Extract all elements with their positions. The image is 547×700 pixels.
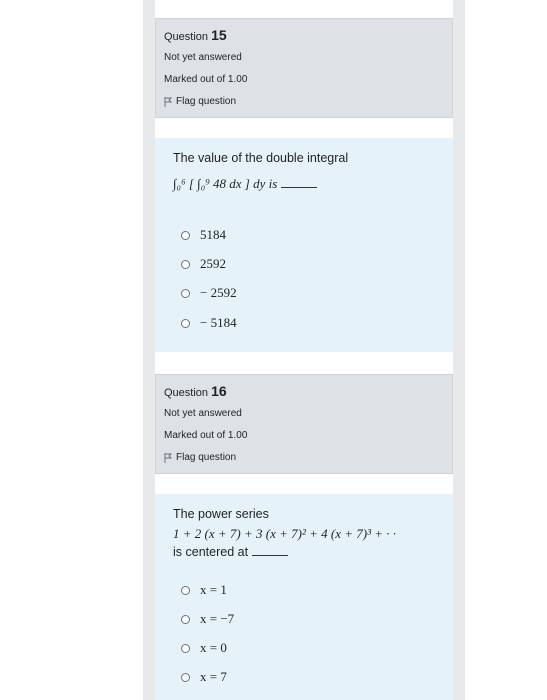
question-text: The value of the double integral: [173, 151, 349, 165]
question-text-continued: is centered at: [173, 545, 288, 559]
option-label: 2592: [200, 256, 226, 271]
question-state: Not yet answered: [164, 52, 242, 63]
flag-question-button[interactable]: [164, 452, 236, 463]
radio-button[interactable]: [181, 231, 190, 240]
flag-icon: [164, 97, 172, 107]
option-label: 5184: [200, 227, 226, 242]
option-label: − 2592: [200, 285, 237, 300]
question-formula: 1 + 2 (x + 7) + 3 (x + 7)² + 4 (x + 7)³ + · ·: [173, 526, 396, 541]
option-row[interactable]: [181, 256, 226, 272]
page-margin-left: [143, 0, 155, 700]
option-label: x = 7: [200, 669, 227, 684]
option-label: x = 1: [200, 582, 227, 597]
option-label: x = 0: [200, 640, 227, 655]
page-margin-right: [453, 0, 465, 700]
flag-question-label: Flag question: [176, 96, 237, 107]
option-row[interactable]: [181, 611, 234, 627]
flag-question-label: Flag question: [176, 452, 237, 463]
option-row[interactable]: [181, 227, 226, 243]
option-row[interactable]: [181, 285, 237, 301]
question-info-15: [155, 18, 453, 118]
radio-button[interactable]: [181, 673, 190, 682]
radio-button[interactable]: [181, 615, 190, 624]
question-state: Not yet answered: [164, 408, 242, 419]
option-label: − 5184: [200, 315, 237, 330]
radio-button[interactable]: [181, 260, 190, 269]
question-mark: Marked out of 1.00: [164, 74, 248, 85]
question-content-16: [155, 494, 453, 700]
question-text: The power series: [173, 507, 269, 521]
question-number: Question 16: [164, 383, 227, 399]
option-row[interactable]: [181, 640, 227, 656]
radio-button[interactable]: [181, 319, 190, 328]
question-mark: Marked out of 1.00: [164, 430, 248, 441]
answer-blank: [252, 555, 288, 556]
radio-button[interactable]: [181, 289, 190, 298]
question-number: Question 15: [164, 27, 227, 43]
radio-button[interactable]: [181, 586, 190, 595]
option-row[interactable]: [181, 669, 227, 685]
option-label: x = −7: [200, 611, 235, 626]
question-content-15: [155, 138, 453, 352]
flag-question-button[interactable]: [164, 96, 236, 107]
question-info-16: [155, 374, 453, 474]
answer-blank: [281, 187, 317, 188]
option-row[interactable]: [181, 582, 227, 598]
question-formula: ∫₀⁶ [ ∫₀⁹ 48 dx ] dy is: [173, 176, 317, 192]
flag-icon: [164, 453, 172, 463]
option-row[interactable]: [181, 315, 237, 331]
radio-button[interactable]: [181, 644, 190, 653]
